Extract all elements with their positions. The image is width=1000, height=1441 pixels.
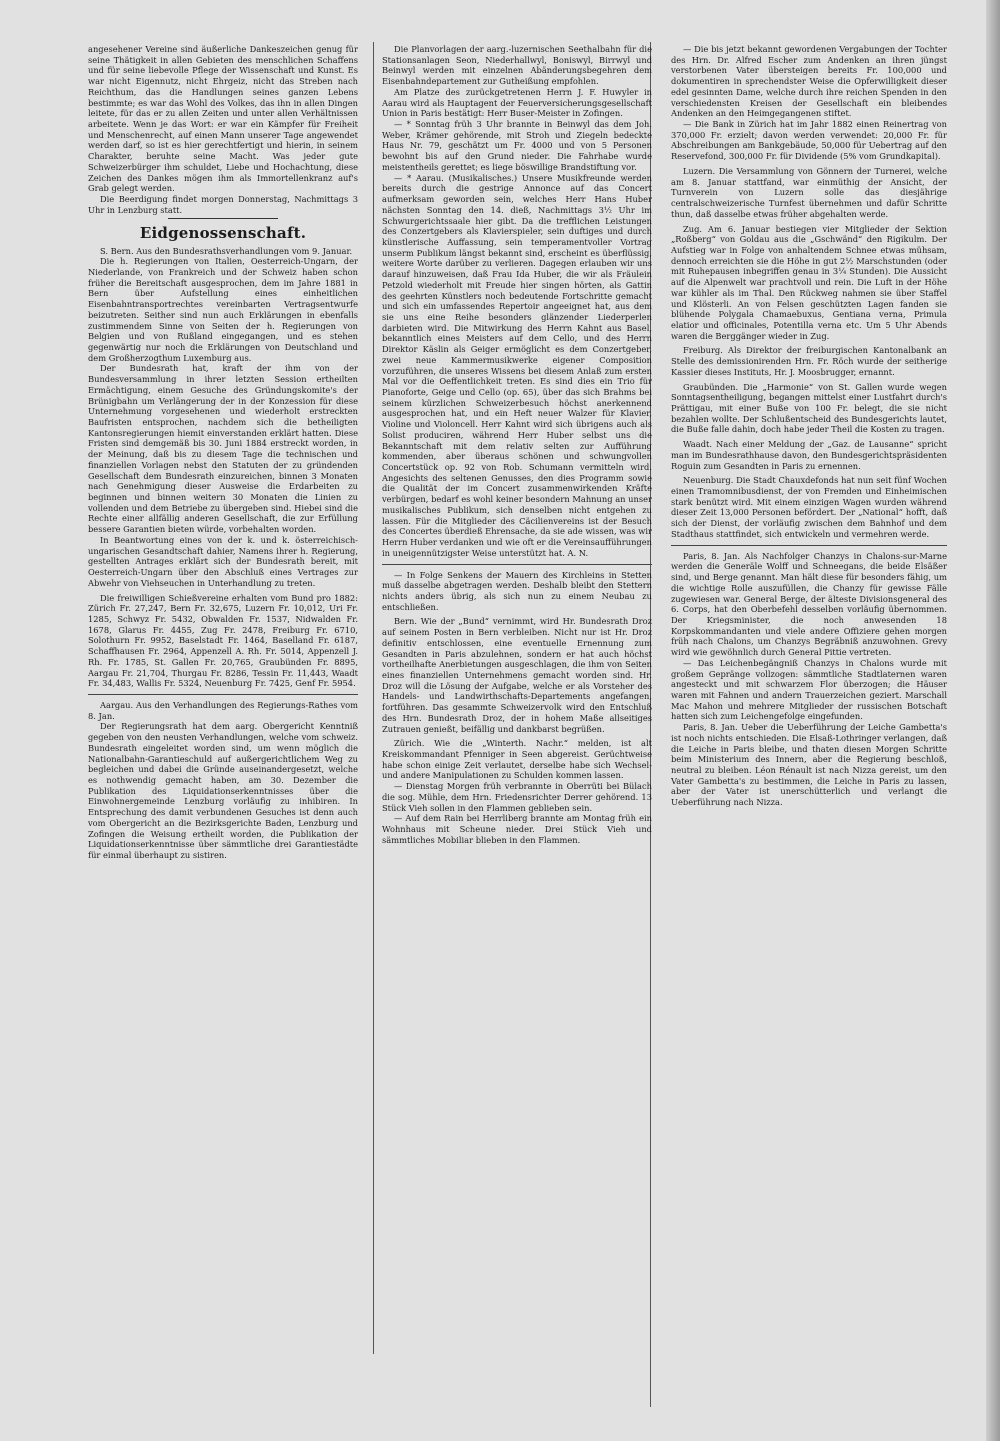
paragraph: Paris, 8. Jan. Als Nachfolger Chanzys in Chalons-sur-Marne werden die Generäle Wolff und Schneegans, die beide Elsäßer sind, und Berge genannt. Man hält diese für besonders fähig, um die wichtige Rolle auszufüllen, die Chanzy für gewisse Fälle zugewiesen war. General Berge, der älteste Divisionsgeneral des 6. Corps, hat den Oberbefehl desselben vorläufig übernommen. Der Kriegsminister, die noch anwesenden 18 Korpskommandanten und viele andere Offiziere gehen morgen früh nach Chalons, um Chanzys Begräbniß anzuwohnen. Grevy wird wie gewöhnlich durch General Pittie vertreten.	[671, 550, 947, 658]
paragraph: Zug. Am 6. Januar bestiegen vier Mitglieder der Sektion „Roßberg“ von Goldau aus die „Gschwänd“ den Rigikulm. Der Aufstieg war in Folge von anhaltendem Schnee etwas mühsam, dennoch erreichten sie die Höhe in gut 2½ Marschstunden (oder mit Ruhepausen inbegriffen genau in 3¼ Stunden). Die Aussicht auf die Alpenwelt war prachtvoll und rein. Die Luft in der Höhe war kühler als im Thal. Den Rückweg nahmen sie über Staffel und Klösterli. An von Felsen geschützten Lagen fanden sie blühende Polygala Chamaebuxus, Gentiana verna, Primula elatior und officinales, Potentilla verna etc. Um 5 Uhr Abends waren die Berggänger wieder in Zug.	[671, 223, 947, 341]
paragraph: Bern. Wie der „Bund“ vernimmt, wird Hr. Bundesrath Droz auf seinem Posten in Bern verbleiben. Nicht nur ist Hr. Droz definitiv entschlossen, eine eventuelle Ernennung zum Gesandten in Paris abzulehnen, sondern er hat auch höchst vortheilhafte Anerbietungen ausgeschlagen, die ihm von Seiten eines finanziellen Unternehmens gemacht worden sind. Hr. Droz will die Lösung der Aufgabe, welche er als Vorsteher des Handels- und Landwirthschafts-Departements angefangen, fortführen. Das gesammte Schweizervolk wird den Entschluß des Hrn. Bundesrath Droz, der in hohem Maße allseitiges Zutrauen genießt, beifällig und dankbarst begrüßen.	[382, 616, 652, 734]
section-heading: Eidgenossenschaft.	[139, 223, 307, 242]
paragraph: Graubünden. Die „Harmonie“ von St. Gallen wurde wegen Sonntagsentheiligung, begangen mittelst einer Lustfahrt durch's Prättigau, mit einer Buße von 100 Fr. belegt, die sie nicht bezahlen wollte. Der Schlußentscheid des Bundesgerichts lautet, die Buße falle dahin, doch habe jeder Theil die Kosten zu tragen.	[671, 381, 947, 435]
paragraph: Freiburg. Als Direktor der freiburgischen Kantonalbank an Stelle des demissionirenden Hrn. Fr. Röch wurde der seitherige Kassier dieses Instituts, Hr. J. Moosbrugger, ernannt.	[671, 345, 947, 377]
article-separator	[382, 564, 652, 565]
column-rule-left	[373, 42, 374, 1354]
paragraph: — Die Bank in Zürich hat im Jahr 1882 einen Reinertrag von 370,000 Fr. erzielt; davon werden verwendet: 20,000 Fr. für Abschreibungen am Bankgebäude, 50,000 für Uebertrag auf den Reservefond, 300,000 Fr. für Dividende (5% vom Grundkapital).	[671, 119, 947, 162]
paragraph: — Dienstag Morgen früh verbrannte in Oberrüti bei Bülach die sog. Mühle, dem Hrn. Friedensrichter Derrer gehörend. 13 Stück Vieh sollen in den Flammen geblieben sein.	[382, 781, 652, 813]
paragraph: Die Beerdigung findet morgen Donnerstag, Nachmittags 3 Uhr in Lenzburg statt.	[88, 194, 358, 215]
paragraph: S. Bern. Aus den Bundesrathsverhandlungen vom 9. Januar.	[100, 245, 353, 256]
paragraph: — * Aarau. (Musikalisches.) Unsere Musikfreunde werden bereits durch die gestrige Annonce auf das Concert aufmerksam geworden sein, welches Herr Hans Huber nächsten Sonntag den 14. dieß, Nachmittags 3½ Uhr im Schwurgerichtssaale hier gibt. Da die trefflichen Leistungen des Conzertgebers als Klavierspieler, sein duftiges und durch künstlerische Auffassung, sein temperamentvoller Vortrag unserm Publikum längst bekannt sind, erscheint es überflüssig, weitere Worte darüber zu verlieren. Dagegen erlauben wir uns darauf hinzuweisen, daß Frau Ida Huber, die wir als Fräulein Petzold wiederholt mit Freude hier singen hörten, als Gattin des geehrten Künstlers noch bedeutende Fortschritte gemacht und sich ein umfassendes Repertoir angeeignet hat, aus dem sie uns eine Reihe besonders glänzender Liederperlen darbieten wird. Die Mitwirkung des Herrn Kahnt aus Basel, bekanntlich eines Meisters auf dem Cello, und des Herrn Direktor Käslin als Geiger ermöglicht es dem Conzertgeber, zwei neue Kammermusikwerke eigener Composition vorzuführen, die unseres Wissens bei diesem Anlaß zum ersten Mal vor die Oeffentlichkeit treten. Es sind dies ein Trio für Pianoforte, Geige und Cello (op. 65), über das sich Brahms bei seinem kürzlichen Schweizerbesuch höchst anerkennend ausgesprochen hat, und ein Heft neuer Walzer für Klavier, Violine und Violoncell. Herr Kahnt wird sich übrigens auch als Solist produciren, während Herr Huber selbst uns die Bekanntschaft mit dem relativ selten zur Aufführung kommenden, aber überaus schönen und schwungvollen Concertstück op. 92 von Rob. Schumann vermitteln wird. Angesichts des seltenen Genusses, den dies Programm sowie die Qualität der im Concert zusammenwirkenden Kräfte verbürgen, bedarf es wohl keiner besondern Mahnung an unser musikalisches Publikum, sich denselben nicht entgehen zu lassen. Für die Mitglieder des Cäcilienvereins ist der Besuch des Concertes überdieß Ehrensache, da sie ade wissen, was wir Herrn Huber verdanken und wie oft er die Vereinsaufführungen in uneigennützigster Weise unterstützt hat. A. N.	[382, 172, 652, 558]
paragraph: — In Folge Senkens der Mauern des Kirchleins in Stetten muß dasselbe abgetragen werden. Deshalb bleibt den Stettern nichts anders übrig, als sich nun zu einem Neubau zu entschließen.	[382, 569, 652, 612]
page-edge-shadow	[986, 0, 1000, 1441]
paragraph: — Auf dem Rain bei Herrliberg brannte am Montag früh ein Wohnhaus mit Scheune nieder. Drei Stück Vieh und sämmtliches Mobiliar blieben in den Flammen.	[382, 813, 652, 845]
paragraph: angesehener Vereine sind äußerliche Dankeszeichen genug für seine Thätigkeit in allen Gebieten des menschlichen Schaffens und für seine liebevolle Pflege der Wissenschaft und Kunst. Es war nicht Eigennutz, nicht Ehrgeiz, nicht das Streben nach Reichthum, das die Handlungen seines ganzen Lebens bestimmte; es war das Wohl des Volkes, das ihn in allen Dingen leitete, für das er zu allen Zeiten und unter allen Verhältnissen arbeitete. Wenn je das Wort: er war ein Kämpfer für Freiheit und Menschenrecht, auf einen Mann unserer Tage angewendet werden darf, so ist es hier gerechtfertigt und hierin, in seinem Charakter, beruhte seine Macht. Was jeder gute Schweizerbürger ihm schuldet, Liebe und Hochachtung, diese Zeichen des Dankes mögen ihm als Immortellenkranz auf's Grab gelegt werden.	[88, 44, 358, 194]
paragraph: Die h. Regierungen von Italien, Oesterreich-Ungarn, der Niederlande, von Frankreich und der Schweiz haben schon früher die Bereitschaft ausgesprochen, dem im Jahre 1881 in Bern über Aufstellung eines einheitlichen Eisenbahntransportrechtes vereinbarten Vertragsentwurfe beizutreten. Seither sind nun auch Erklärungen in ebenfalls zustimmendem Sinne von Seiten der h. Regierungen von Belgien und von Rußland eingegangen, und es stehen gegenwärtig nur noch die Erklärungen von Deutschland und dem Großherzogthum Luxemburg aus.	[88, 256, 358, 363]
paragraph: Der Regierungsrath hat dem aarg. Obergericht Kenntniß gegeben von den neusten Verhandlungen, welche vom schweiz. Bundesrath eingeleitet worden sind, um wenn möglich die Nationalbahn-Garantieschuld auf außergerichtlichem Weg zu begleichen und dabei die Gründe auseinandergesetzt, welche es nothwendig gemacht haben, am 30. Dezember die Publikation des Liquidationserkenntnisses über die Einwohnergemeinde Lenzburg vorläufig zu inhibiren. In Entsprechung des damit verbundenen Gesuches ist denn auch vom Obergericht an die Bezirksgerichte Baden, Lenzburg und Zofingen die Weisung ertheilt worden, die Publikation der Liquidationserkenntnisse über sämmtliche drei Garantiestädte für einmal überhaupt zu sistiren.	[88, 721, 358, 861]
paragraph: Die freiwilligen Schießvereine erhalten vom Bund pro 1882: Zürich Fr. 27,247, Bern Fr. 32,675, Luzern Fr. 10,012, Uri Fr. 1285, Schwyz Fr. 5432, Obwalden Fr. 1537, Nidwalden Fr. 1678, Glarus Fr. 4455, Zug Fr. 2478, Freiburg Fr. 6710, Solothurn Fr. 9952, Baselstadt Fr. 1464, Baselland Fr. 6187, Schaffhausen Fr. 2964, Appenzell A. Rh. Fr. 5014, Appenzell J. Rh. Fr. 1785, St. Gallen Fr. 20,765, Graubünden Fr. 8895, Aargau Fr. 21,704, Thurgau Fr. 8286, Tessin Fr. 11,443, Waadt Fr. 34,483, Wallis Fr. 5324, Neuenburg Fr. 7425, Genf Fr. 5954.	[88, 592, 358, 689]
paragraph: Am Platze des zurückgetretenen Herrn J. F. Huwyler in Aarau wird als Hauptagent der Feuerversicherungsgesellschaft Union in Paris bestätigt: Herr Buser-Meister in Zofingen.	[382, 86, 652, 119]
paragraph: — * Sonntag früh 3 Uhr brannte in Beinwyl das dem Joh. Weber, Krämer gehörende, mit Stroh und Ziegeln bedeckte Haus Nr. 79, geschätzt um Fr. 4000 und von 5 Personen bewohnt bis auf den Grund nieder. Die Fahrhabe wurde meistentheils gerettet; es liege böswillige Brandstiftung vor.	[382, 119, 652, 172]
column-right	[671, 44, 947, 808]
heading-rule	[168, 218, 278, 219]
paragraph: Neuenburg. Die Stadt Chauxdefonds hat nun seit fünf Wochen einen Tramomnibusdienst, der von Fremden und Einheimischen stark benützt wird. Mit einem einzigen Wagen wurden während dieser Zeit 13,000 Personen befördert. Der „National“ hofft, daß sich der Dienst, der vorläufig zwischen dem Bahnhof und dem Stadthaus stattfindet, sich entwickeln und vermehren werde.	[671, 475, 947, 539]
paragraph: Aargau. Aus den Verhandlungen des Regierungs-Rathes vom 8. Jan.	[88, 699, 358, 721]
paragraph: Zürich. Wie die „Winterth. Nachr.“ melden, ist alt Kreiskommandant Pfenniger in Seen abgereist. Gerüchtweise habe schon einige Zeit verlautet, derselbe habe sich Wechsel- und andere Manipulationen zu Schulden kommen lassen.	[382, 738, 652, 781]
paragraph: — Die bis jetzt bekannt gewordenen Vergabungen der Tochter des Hrn. Dr. Alfred Escher zum Andenken an ihren jüngst verstorbenen Vater übersteigen bereits Fr. 100,000 und dokumentiren in sprechendster Weise die Opferwilligkeit dieser edel gesinnten Dame, welche durch ihre reichen Spenden in den verschiedensten Kreisen der Gesellschaft ein bleibendes Andenken an den Heimgegangenen stiftet.	[671, 44, 947, 119]
paragraph: Waadt. Nach einer Meldung der „Gaz. de Lausanne“ spricht man im Bundesrathhause davon, den Bundesgerichtspräsidenten Roguin zum Gesandten in Paris zu ernennen.	[671, 439, 947, 471]
paragraph: Paris, 8. Jan. Ueber die Ueberführung der Leiche Gambetta's ist noch nichts entschieden. Die Elsaß-Lothringer verlangen, daß die Leiche in Paris bleibe, und thaten diesen Morgen Schritte beim Ministerium des Innern, aber die Regierung beschloß, neutral zu bleiben. Léon Rénault ist nach Nizza gereist, um den Vater Gambetta's zu bestimmen, die Leiche in Paris zu lassen, aber der Vater ist unerschütterlich und verlangt die Ueberführung nach Nizza.	[671, 722, 947, 808]
article-separator	[671, 545, 947, 546]
paragraph: Der Bundesrath hat, kraft der ihm von der Bundesversammlung in ihrer letzten Session ertheilten Ermächtigung, einem Gesuche des Gründungskomite's der Brünigbahn um Verlängerung der in der Konzession für diese Unternehmung vorgesehenen und wiederholt erstreckten Baufristen entsprochen, nachdem sich die betheiligten Kantonsregierungen hiemit einverstanden erklärt hatten. Diese Fristen sind demgemäß bis 30. Juni 1884 erstreckt worden, in der Meinung, daß bis zu diesem Tage die technischen und finanziellen Vorlagen nebst den Statuten der zu gründenden Gesellschaft dem Bundesrath einzureichen, binnen 3 Monaten nach Genehmigung dieser Ausweise die Erdarbeiten zu beginnen und binnen weitern 30 Monaten die Linien zu vollenden und dem Betriebe zu übergeben sind. Hiebei sind die Rechte einer allfällig anderen Gesellschaft, die zur Erfüllung bessere Garantien bieten würde, vorbehalten worden.	[88, 363, 358, 535]
column-left	[88, 44, 358, 861]
paragraph: Luzern. Die Versammlung von Gönnern der Turnerei, welche am 8. Januar stattfand, war einmüthig der Ansicht, der Turnverein von Luzern solle das diesjährige centralschweizerische Turnfest übernehmen und dafür Schritte thun, daß dasselbe etwas früher abgehalten werde.	[671, 165, 947, 219]
paragraph: In Beantwortung eines von der k. und k. österreichisch-ungarischen Gesandtschaft dahier, Namens ihrer h. Regierung, gestellten Antrages erklärt sich der Bundesrath bereit, mit Oesterreich-Ungarn über den Abschluß eines Vertrages zur Abwehr von Viehseuchen in Unterhandlung zu treten.	[88, 534, 358, 588]
paragraph: — Das Leichenbegängniß Chanzys in Chalons wurde mit großem Gepränge vollzogen: sämmtliche Stadtlaternen waren angesteckt und mit schwarzem Flor überzogen; die Häuser waren mit Fahnen und andern Trauerzeichen geziert. Marschall Mac Mahon und mehrere Mitglieder der russischen Botschaft hatten sich zum Leichengefolge eingefunden.	[671, 657, 947, 722]
article-separator	[88, 694, 358, 695]
column-middle	[382, 44, 652, 845]
paragraph: Die Planvorlagen der aarg.-luzernischen Seethalbahn für die Stationsanlagen Seon, Niederhallwyl, Boniswyl, Birrwyl und Beinwyl werden mit einzelnen Abänderungsbegehren dem Eisenbahndepartement zur Gutheißung empfohlen.	[382, 44, 652, 87]
